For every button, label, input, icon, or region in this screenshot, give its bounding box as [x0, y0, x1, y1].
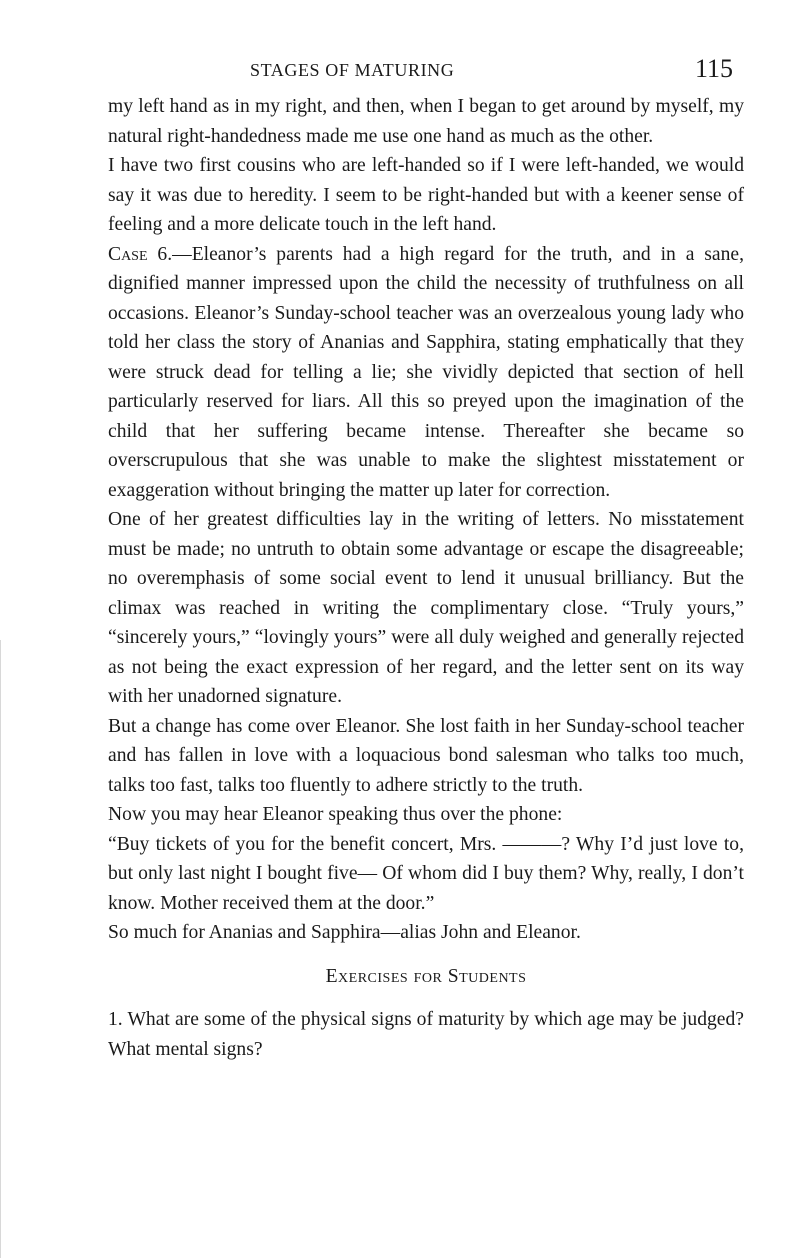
running-title: STAGES OF MATURING	[250, 60, 455, 80]
paragraph: my left hand as in my right, and then, when I began to get around by myself, my natural right-handedness made me use one hand as much as the other.	[108, 96, 744, 147]
paragraph: So much for Ananias and Sapphira—alias John and Eleanor.	[108, 922, 581, 943]
page-binding-edge	[0, 640, 23, 1258]
quoted-speech: “Buy tickets of you for the benefit concert, Mrs. ———? Why I’d just love to, but only last night I bought five— Of whom did I buy them? Why, really, I don’t know. Mother received them at the door.”	[108, 833, 744, 914]
exercises-heading: Exercises for Students	[325, 965, 527, 987]
exercise-item: 1. What are some of the physical signs of maturity by which age may be judged? What mental signs?	[108, 1009, 744, 1060]
page-number: 115	[694, 54, 733, 83]
paragraph: But a change has come over Eleanor. She lost faith in her Sunday-school teacher and has fallen in love with a loquacious bond salesman who talks too much, talks too fast, talks too fluently to adhere strictly to the truth.	[108, 715, 744, 796]
case-text: —Eleanor’s parents had a high regard for the truth, and in a sane, dignified manner impressed upon the child the necessity of truthfulness on all occasions. Eleanor’s Sunday-school teacher was an overzealous young lady who told her class the story of Ananias and Sapphira, stating emphatically that they were struck dead for telling a lie; she vividly depicted that section of hell particularly reserved for liars. All this so preyed upon the imagination of the child that her suffering became intense. Thereafter she became so overscrupulous that she was unable to make the slightest misstatement or exaggeration without bringing the matter up later for correction.	[108, 243, 744, 501]
paragraph: Now you may hear Eleanor speaking thus over the phone:	[108, 804, 563, 825]
case-paragraph	[108, 240, 744, 506]
body-text	[108, 92, 744, 1064]
case-label: Case 6.	[108, 243, 173, 265]
running-head	[0, 54, 801, 90]
paragraph: I have two first cousins who are left-handed so if I were left-handed, we would say it was due to heredity. I seem to be right-handed but with a keener sense of feeling and a more delicate touch in the left hand.	[108, 155, 744, 235]
paragraph: One of her greatest difficulties lay in the writing of letters. No misstatement must be made; no untruth to obtain some advantage or escape the disagreeable; no overemphasis of some social event to lend it unusual brilliancy. But the climax was reached in writing the complimentary close. “Truly yours,” “sincerely yours,” “lovingly yours” were all duly weighed and generally rejected as not being the exact expression of her regard, and the letter sent on its way with her unadorned signature.	[108, 509, 744, 707]
